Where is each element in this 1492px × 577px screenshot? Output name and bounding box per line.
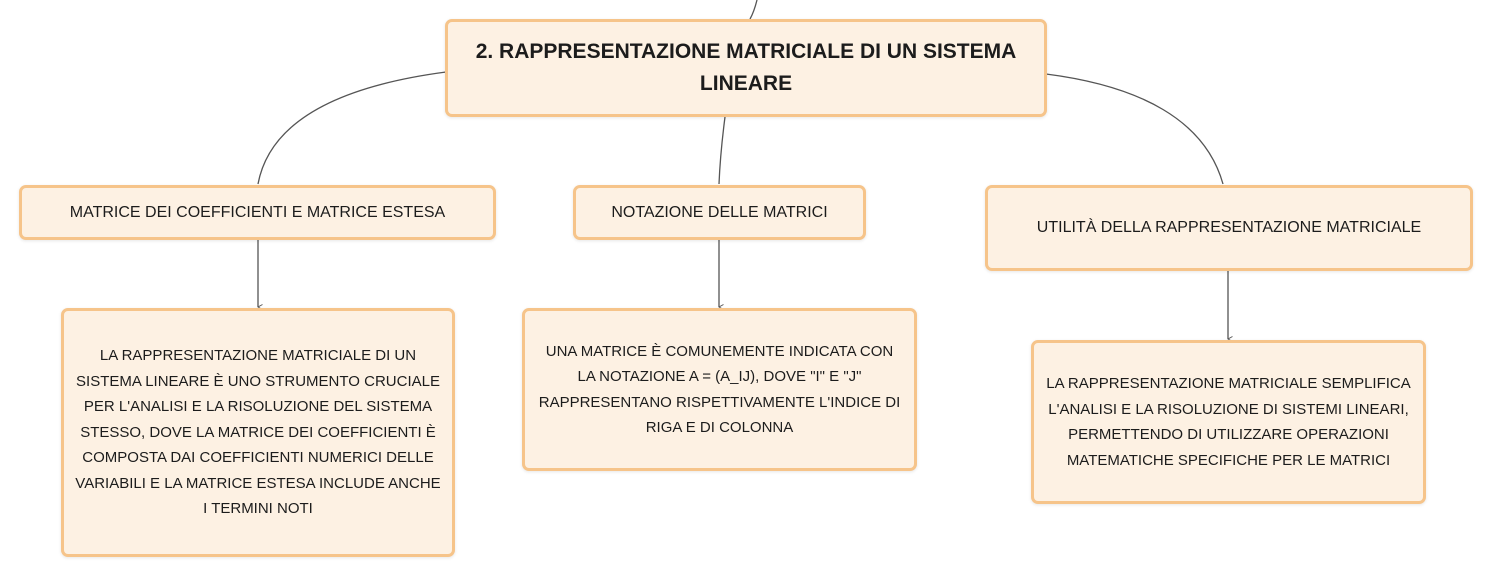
connector-root-to-branch-1	[258, 72, 446, 184]
connector-root-to-branch-3	[1046, 74, 1223, 184]
branch-topic-utilita[interactable]	[985, 185, 1473, 271]
branch-topic-notazione[interactable]	[573, 185, 866, 240]
detail-topic-utilita[interactable]	[1031, 340, 1426, 504]
detail-topic-text: UNA MATRICE È COMUNEMENTE INDICATA CON LA NOTAZIONE A = (A_IJ), DOVE "I" E "J" RAPPRESENTANO RISPETTIVAMENTE L'INDICE DI RIGA E DI COLONNA	[538, 342, 901, 436]
connector-root-to-branch-2	[719, 117, 725, 184]
detail-topic-text: LA RAPPRESENTAZIONE MATRICIALE DI UN SISTEMA LINEARE È UNO STRUMENTO CRUCIALE PER L'ANALISI E LA RISOLUZIONE DEL SISTEMA STESSO, DOVE LA MATRICE DEI COEFFICIENTI È COMPOSTA DAI COEFFICIENTI NUMERICI DELLE VARIABILI E LA MATRICE ESTESA INCLUDE ANCHE I TERMINI NOTI	[75, 347, 441, 518]
branch-topic-label: UTILITÀ DELLA RAPPRESENTAZIONE MATRICIALE	[1036, 219, 1422, 236]
branch-topic-label: MATRICE DEI COEFFICIENTI E MATRICE ESTESA	[69, 203, 446, 221]
branch-topic-label: NOTAZIONE DELLE MATRICI	[611, 203, 828, 221]
branch-topic-matrici-coefficienti[interactable]	[19, 185, 496, 240]
root-topic[interactable]	[445, 19, 1047, 117]
detail-topic-text: LA RAPPRESENTAZIONE MATRICIALE SEMPLIFICA L'ANALISI E LA RISOLUZIONE DI SISTEMI LINEARI, PERMETTENDO DI UTILIZZARE OPERAZIONI MATEMATICHE SPECIFICHE PER LE MATRICI	[1046, 375, 1411, 469]
detail-topic-notazione[interactable]	[522, 308, 917, 471]
connector-parent-to-root	[750, 0, 757, 19]
root-topic-title: 2. RAPPRESENTAZIONE MATRICIALE DI UN SISTEMA LINEARE	[475, 40, 1017, 95]
detail-topic-matrici-coefficienti[interactable]	[61, 308, 455, 557]
